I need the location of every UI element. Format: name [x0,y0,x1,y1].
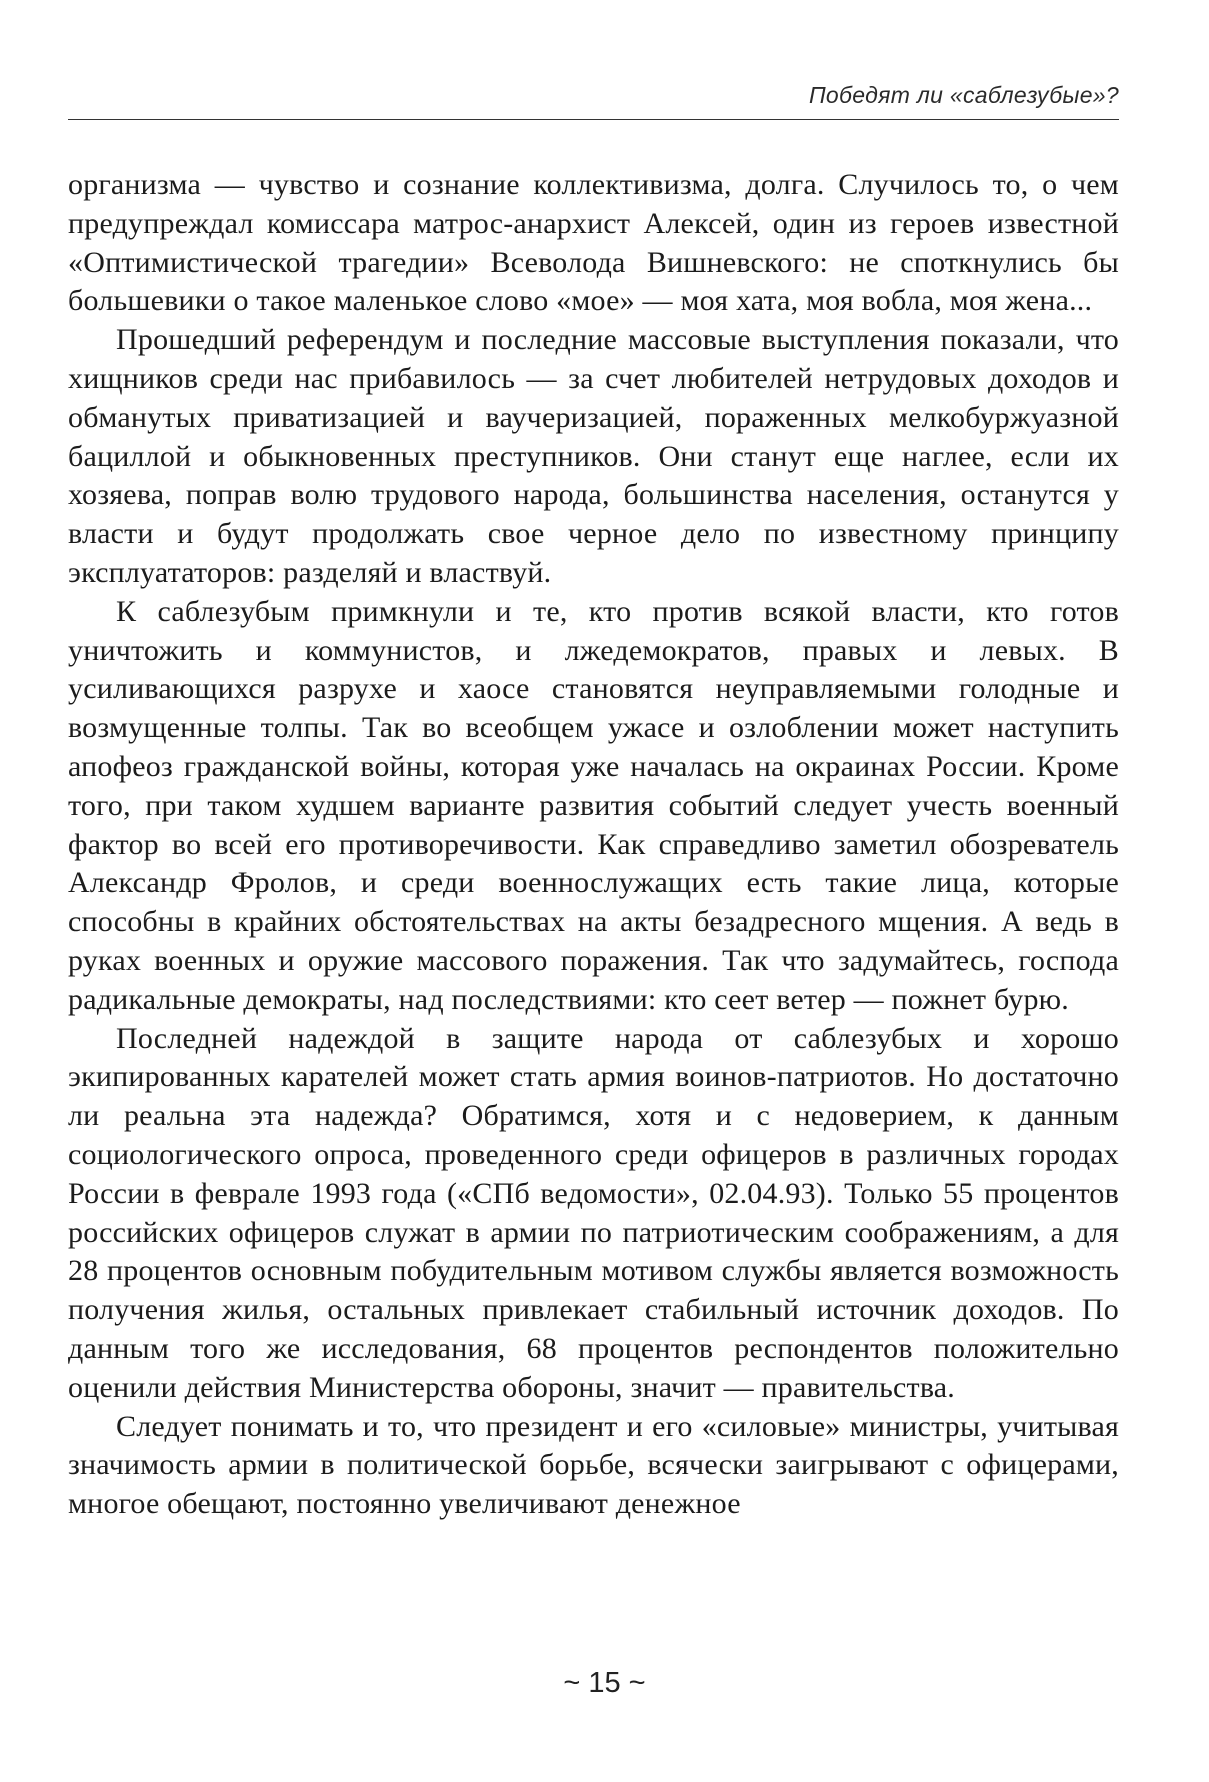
header-rule [68,119,1119,120]
paragraph-2: Прошедший референдум и последние массовые выступления показали, что хищников среди нас прибавилось — за счет любителей нетрудовых доходов и обманутых приватизацией и ваучеризацией, пораженных мелкобуржуазной бациллой и обыкновенных преступников. Они станут еще наглее, если их хозяева, поправ волю трудового народа, большинства населения, останутся у власти и будут продолжать свое черное дело по известному принципу эксплуататоров: разделяй и властвуй. [68,323,1119,589]
running-head-title: Победят ли «саблезубые»? [808,82,1119,108]
page-number: ~ 15 ~ [563,1667,646,1699]
paragraph-5: Следует понимать и то, что президент и его «силовые» министры, учитывая значимость армии в политической борьбе, всячески заигрывают с офицерами, многое обещают, постоянно увеличивают денежное [68,1409,1119,1521]
paragraph-3: К саблезубым примкнули и те, кто против всякой власти, кто готов уничтожить и коммунистов, и лжедемократов, правых и левых. В усиливающихся разрухе и хаосе становятся неуправляемыми голодные и возмущенные толпы. Так во всеобщем ужасе и озлоблении может наступить апофеоз гражданской войны, которая уже началась на окраинах России. Кроме того, при таком худшем варианте развития событий следует учесть военный фактор во всей его противоречивости. Как справедливо заметил обозреватель Александр Фролов, и среди военнослужащих есть такие лица, которые способны в крайних обстоятельствах на акты безадресного мщения. А ведь в руках военных и оружие массового поражения. Так что задумайтесь, господа радикальные демократы, над последствиями: кто сеет ветер — пожнет бурю. [68,594,1119,1016]
paragraph-4: Последней надеждой в защите народа от саблезубых и хорошо экипированных карателей может стать армия воинов-патриотов. Но достаточно ли реальна эта надежда? Обратимся, хотя и с недоверием, к данным социологического опроса, проведенного среди офицеров в различных городах России в феврале 1993 года («СПб ведомости», 02.04.93). Только 55 процентов российских офицеров служат в армии по патриотическим соображениям, а для 28 процентов основным побудительным мотивом службы является возможность получения жилья, остальных привлекает стабильный источник доходов. По данным того же исследования, 68 процентов респондентов положительно оценили действия Министерства обороны, значит — правительства. [68,1021,1119,1404]
page-body [68,166,1119,1524]
paragraph-1: организма — чувство и сознание коллективизма, долга. Случилось то, о чем предупреждал комиссара матрос-анархист Алексей, один из героев известной «Оптимистической трагедии» Всеволода Вишневского: не споткнулись бы большевики о такое маленькое слово «мое» — моя хата, моя вобла, моя жена... [68,168,1119,318]
